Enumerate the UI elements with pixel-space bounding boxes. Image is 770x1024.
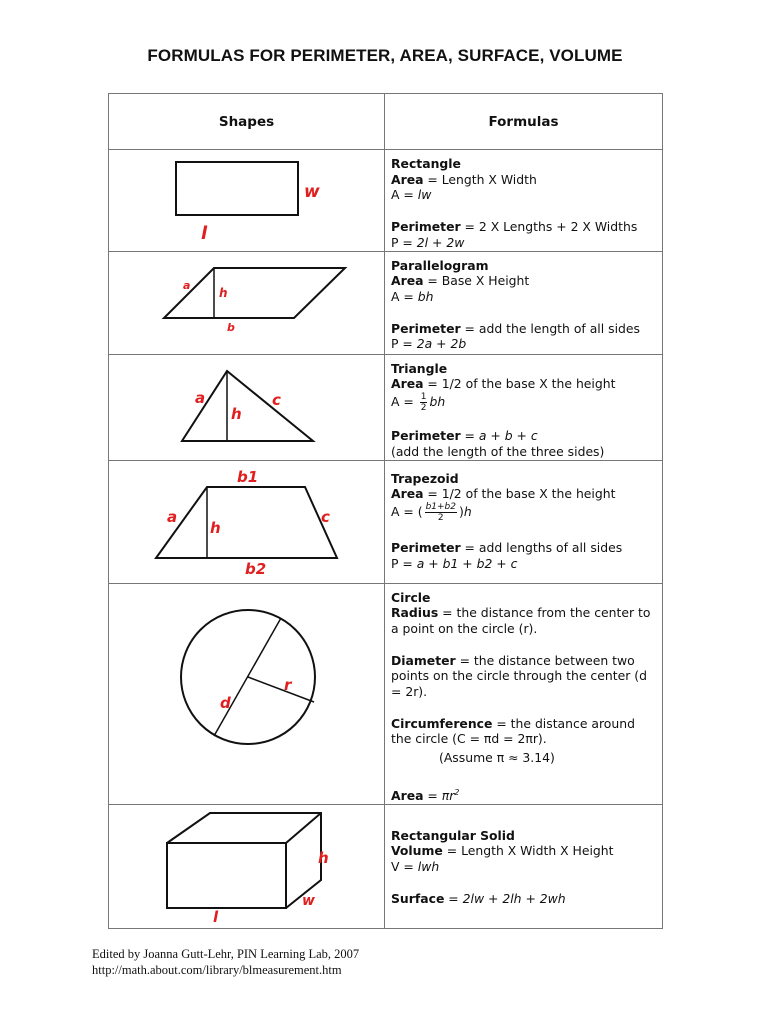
triangle-area-line (391, 376, 656, 392)
parallelogram-area-text: = Base X Height (423, 273, 530, 289)
trapezoid-row (109, 460, 663, 583)
solid-volume-eq-value: lwh (417, 859, 440, 875)
rectangle-row (109, 150, 663, 252)
trapezoid-perimeter-eq-prefix: P = (391, 555, 417, 571)
circle-area-eq: πr (441, 787, 455, 803)
parallelogram-shape-cell (109, 251, 385, 354)
circle-circumference-text: = the distance around the circle (C = πd = 2πr). (391, 715, 635, 747)
solid-surface-eq: 2lw + 2lh + 2wh (462, 890, 566, 906)
rectangle-area-eq-value: lw (417, 187, 432, 203)
parallelogram-row (109, 251, 663, 354)
triangle-area-text: = 1/2 of the base X the height (423, 376, 616, 392)
trapezoid-perimeter-eq-value: a + b1 + b2 + c (416, 555, 518, 571)
circle-circumference-line (391, 716, 656, 747)
trapezoid-perimeter-line (391, 540, 656, 556)
rectangle-area-label: Area (391, 171, 424, 187)
parallelogram-perimeter-eq (391, 336, 656, 352)
circle-radius-label: Radius (391, 605, 439, 621)
circle-name: Circle (391, 589, 431, 605)
footer (92, 946, 359, 978)
rectangle-perimeter-text: = 2 X Lengths + 2 X Widths (460, 219, 638, 235)
circle-diameter-line (214, 618, 281, 736)
solid-shape-cell (109, 804, 385, 928)
rectangle-diagram (109, 150, 385, 249)
solid-diagram (109, 805, 385, 928)
triangle-perimeter-text: = (460, 427, 479, 443)
formula-table (108, 93, 663, 929)
solid-surface-line (391, 891, 656, 907)
trapezoid-area-line (391, 486, 656, 502)
rectangle-perimeter-line (391, 219, 656, 235)
solid-volume-text: = Length X Width X Height (442, 843, 614, 859)
trapezoid-diagram (109, 461, 385, 583)
triangle-h-label: h (231, 404, 242, 423)
circle-assume: (Assume π ≈ 3.14) (439, 750, 555, 766)
triangle-area-eq-value: bh (429, 393, 446, 409)
parallelogram-b-label: b (227, 320, 235, 334)
triangle-area-eq-prefix: A = (391, 393, 418, 409)
parallelogram-h-label: h (219, 285, 228, 300)
trapezoid-b2-label: b2 (245, 559, 267, 578)
footer-credit: Edited by Joanna Gutt-Lehr, PIN Learning Lab, 2007 (92, 947, 360, 961)
shapes-header: Shapes (109, 94, 385, 150)
rectangle-perimeter-label: Perimeter (391, 219, 461, 235)
triangle-area-eq (391, 392, 656, 412)
solid-h-label: h (318, 848, 329, 867)
parallelogram-perimeter-label: Perimeter (391, 320, 461, 336)
header-row (109, 94, 663, 150)
solid-volume-line (391, 843, 656, 859)
trapezoid-area-eq-suffix: ) (459, 503, 464, 519)
triangle-perimeter-note: (add the length of the three sides) (391, 443, 605, 459)
trapezoid-a-label: a (167, 507, 178, 526)
trapezoid-perimeter-label: Perimeter (391, 539, 461, 555)
parallelogram-area-eq (391, 289, 656, 305)
solid-surface-label: Surface (391, 890, 445, 906)
trapezoid-c-label: c (321, 507, 330, 526)
trapezoid-area-eq (391, 502, 656, 524)
triangle-area-label: Area (391, 376, 424, 392)
circle-area-line (391, 785, 656, 804)
rectangle-area-text: = Length X Width (423, 171, 537, 187)
trapezoid-name: Trapezoid (391, 470, 459, 486)
trapezoid-frac-num: b1+b2 (425, 501, 456, 512)
circle-diameter-line-text (391, 653, 656, 700)
rectangle-l-label: l (201, 223, 208, 244)
circle-formula-cell (385, 583, 663, 804)
trapezoid-outline (156, 487, 337, 558)
triangle-a-label: a (195, 388, 206, 407)
triangle-name: Triangle (391, 360, 448, 376)
parallelogram-name: Parallelogram (391, 257, 489, 273)
rectangle-area-eq-prefix: A = (391, 187, 418, 203)
rectangle-shape-cell (109, 150, 385, 252)
trapezoid-b1-label: b1 (237, 467, 259, 486)
circle-radius-text: = the distance from the center to a point on the circle (r). (391, 605, 651, 636)
solid-l-label: l (213, 907, 219, 926)
triangle-diagram (109, 355, 385, 460)
trapezoid-area-label: Area (391, 486, 424, 502)
circle-circumference-label: Circumference (391, 715, 493, 731)
solid-volume-label: Volume (391, 843, 443, 859)
circle-area-label: Area (391, 787, 424, 803)
triangle-row (109, 354, 663, 460)
trapezoid-perimeter-text: = add lengths of all sides (460, 539, 623, 555)
trapezoid-h-label: h (210, 518, 221, 537)
parallelogram-perimeter-eq-prefix: P = (391, 336, 417, 352)
solid-w-label: w (302, 892, 315, 909)
parallelogram-outline (164, 268, 345, 318)
circle-diameter-text: = the distance between two points on the circle through the center (d = 2r). (391, 652, 647, 700)
rectangle-perimeter-eq-value: 2l + 2w (416, 234, 465, 250)
rectangle-formula-cell (385, 150, 663, 252)
triangle-frac-num: 1 (420, 391, 427, 402)
trapezoid-area-text: = 1/2 of the base X the height (423, 486, 616, 502)
trapezoid-area-eq-value: h (463, 503, 472, 519)
solid-volume-eq (391, 859, 656, 875)
triangle-c-label: c (272, 390, 281, 409)
solid-volume-eq-prefix: V = (391, 859, 418, 875)
footer-source-url: http://math.about.com/library/blmeasurement.htm (92, 963, 342, 977)
triangle-perimeter-line (391, 428, 656, 444)
trapezoid-frac-den: 2 (437, 512, 444, 523)
parallelogram-perimeter-text: = add the length of all sides (460, 320, 640, 336)
circle-radius-line (391, 605, 656, 636)
rectangle-perimeter-eq (391, 235, 656, 251)
parallelogram-formula-cell (385, 251, 663, 354)
trapezoid-shape-cell (109, 460, 385, 583)
parallelogram-perimeter-eq-value: 2a + 2b (416, 336, 467, 352)
triangle-perimeter-eq: a + b + c (478, 427, 538, 443)
solid-top-edge (286, 813, 321, 843)
parallelogram-area-eq-value: bh (417, 288, 434, 304)
circle-radius-line (248, 677, 314, 702)
parallelogram-perimeter-line (391, 321, 656, 337)
rectangle-name: Rectangle (391, 156, 461, 171)
circle-diameter-label: Diameter (391, 652, 456, 668)
triangle-frac-den: 2 (420, 402, 427, 413)
triangle-perimeter-label: Perimeter (391, 427, 461, 443)
rectangle-w-label: w (304, 182, 320, 202)
triangle-shape-cell (109, 354, 385, 460)
circle-row (109, 583, 663, 804)
page-title: FORMULAS FOR PERIMETER, AREA, SURFACE, VOLUME (147, 46, 623, 65)
circle-area-sup: 2 (454, 787, 460, 797)
circle-area-text: = (423, 787, 442, 803)
parallelogram-a-label: a (183, 278, 191, 292)
parallelogram-area-label: Area (391, 273, 424, 289)
trapezoid-area-eq-prefix: A = ( (391, 503, 423, 519)
solid-row (109, 804, 663, 928)
circle-d-label: d (220, 693, 231, 712)
trapezoid-fraction (425, 502, 457, 523)
solid-surface-text: = (444, 890, 463, 906)
formulas-header: Formulas (385, 94, 663, 150)
circle-r-label: r (284, 675, 292, 694)
parallelogram-diagram (109, 252, 385, 354)
solid-back-edges (167, 813, 321, 908)
triangle-fraction (420, 392, 428, 413)
rectangle-outline (176, 162, 298, 215)
trapezoid-formula-cell (385, 460, 663, 583)
rectangle-area-eq (391, 187, 656, 203)
triangle-formula-cell (385, 354, 663, 460)
solid-front-face (167, 843, 286, 908)
circle-diagram (109, 584, 385, 800)
rectangle-perimeter-eq-prefix: P = (391, 234, 417, 250)
trapezoid-perimeter-eq (391, 556, 656, 572)
rectangle-area-line (391, 172, 656, 188)
circle-shape-cell (109, 583, 385, 804)
solid-formula-cell (385, 804, 663, 928)
parallelogram-area-eq-prefix: A = (391, 288, 418, 304)
solid-name: Rectangular Solid (391, 827, 515, 843)
parallelogram-area-line (391, 273, 656, 289)
